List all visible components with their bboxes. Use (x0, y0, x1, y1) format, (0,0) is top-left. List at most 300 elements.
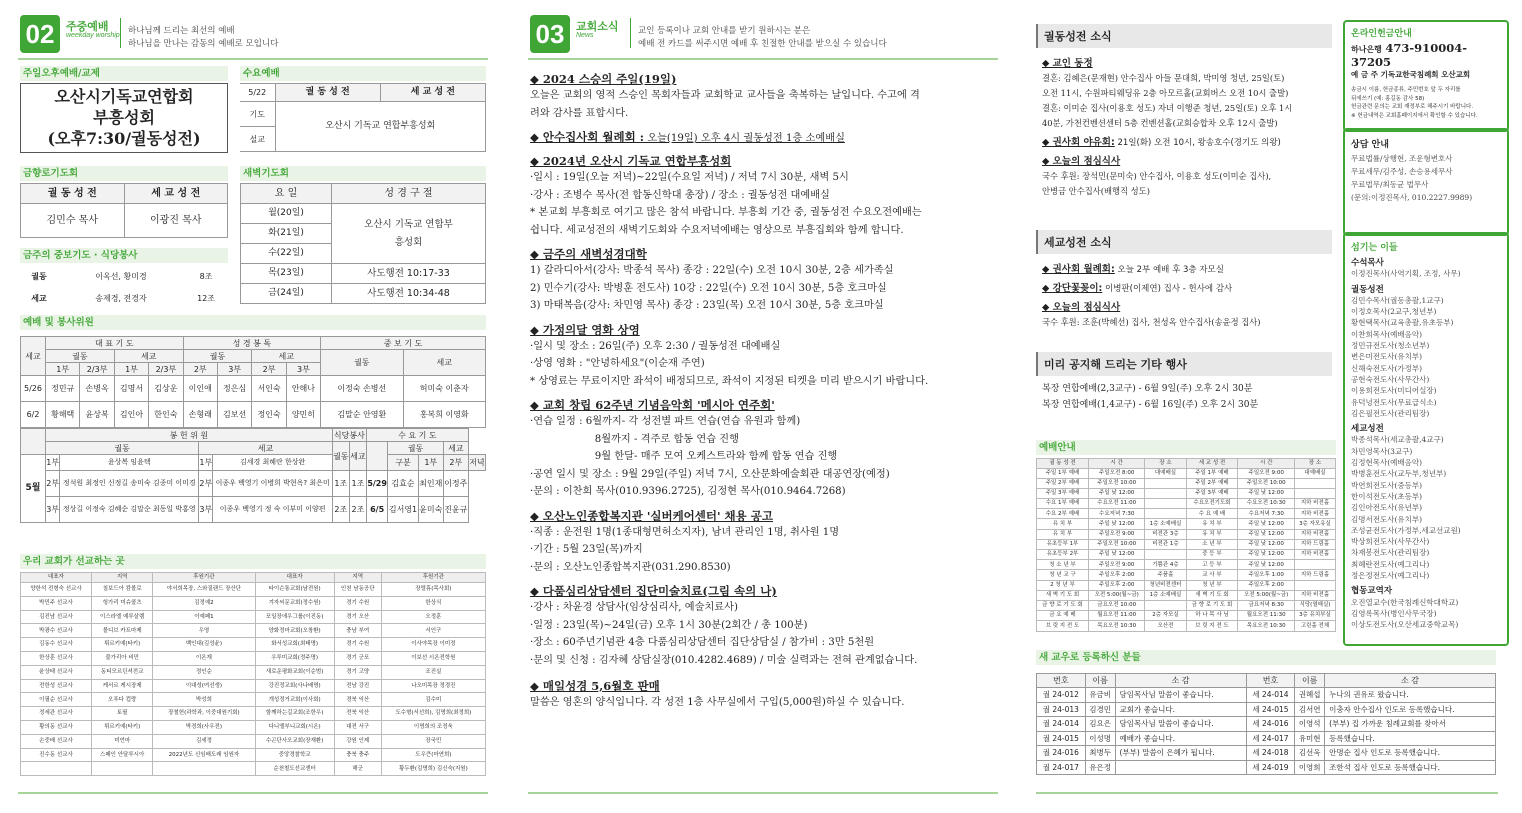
cell: 청 년 교 구 (1037, 570, 1089, 580)
cell: 궐 24-017 (1037, 760, 1086, 775)
table-row (21, 720, 486, 734)
cell: 안명순 집사 인도로 등록했습니다. (1325, 746, 1496, 761)
news-heading-title: ◆ 금주의 새벽성경대학 (530, 247, 647, 261)
cell: 오정훈 (381, 610, 485, 624)
cell: 서인숙 (252, 376, 286, 402)
staff-name: 최혜란전도사(예그리나) (1351, 559, 1430, 569)
cell: 장렬휴(목사회) (381, 583, 485, 597)
news-line: ·연습 일정 : 6월까지- 각 성전별 파트 연습(연습 유원과 함께) (530, 416, 801, 427)
cell: 유미현 (1295, 731, 1325, 746)
sunday-pm-section (20, 66, 228, 153)
news-line: ·장소 : 60주년기념관 4층 다품심리상담센터 집단상담실 / 참가비 : 3만 5천원 (530, 637, 875, 648)
cell: 지하 비전홀 (1294, 590, 1335, 600)
news-line: ·기간 : 5월 23일(목)까지 (530, 544, 643, 555)
cell: 헝가리 미슈콜츠 (91, 596, 152, 610)
news-line: ·문의 : 오산노인종합복지관(031.290.8530) (530, 561, 731, 573)
cell: 이사야목장 이미정 (381, 638, 485, 652)
cell: 겨자씨문교회(정수원) (255, 596, 334, 610)
staff-group-title: 수석목사 (1351, 257, 1384, 267)
date: 5/26 (21, 376, 46, 402)
table-row (21, 693, 486, 707)
cell: 강원 인제 (334, 734, 381, 748)
staff-name: 김민수목사(궐동총괄,1교구) (1351, 295, 1444, 305)
page-number-02: 02 (20, 15, 60, 53)
header-divider (630, 18, 631, 48)
col-head: 대표자 (255, 573, 334, 583)
cell: 스페인 안달루시아 (91, 748, 152, 762)
cell: 칠보드아 캄볼로 (91, 583, 152, 597)
header-divider (120, 18, 121, 48)
cell: 수요오전기도회 (1186, 499, 1238, 509)
cell: 정민규 (46, 376, 80, 402)
worship-guide (1036, 440, 1336, 632)
cell: 3층 유치부실 (1294, 611, 1335, 621)
cell: 유초등부 2부 (1037, 550, 1089, 560)
staff-name: 변은미전도사(유치부) (1351, 352, 1423, 362)
cell: 세 24-017 (1246, 731, 1295, 746)
cell: 주일 3부 예배 (1186, 488, 1238, 498)
item-line: 안병금 안수집사(배행직 성도) (1042, 186, 1150, 196)
staff-name: 김명서전도사(유치부) (1351, 514, 1423, 524)
row-label: 기도 (240, 102, 275, 127)
cell: 지하 드림홀 (1294, 570, 1335, 580)
news-line: ·강사 : 조병수 목사(전 합동신학대 총장) / 장소 : 궐동성전 대예배실 (530, 189, 830, 201)
col-head: 세 교 성 전 (1186, 459, 1238, 469)
cell: 청 소 년 부 (1037, 560, 1089, 570)
usher-table (20, 428, 486, 523)
col-head: 시 간 (1088, 459, 1145, 469)
cell: 유 치 부 (1186, 519, 1238, 529)
dawn-table (240, 183, 486, 304)
dawn-section (240, 166, 486, 304)
staff-name: 김은필전도사(관리팀장) (1351, 408, 1430, 418)
section-title: 새벽기도회 (240, 166, 486, 181)
item-heading-title: ◆ 권사회 야유회: (1042, 137, 1115, 148)
service-table (20, 336, 486, 428)
gw: 궐동 (321, 350, 403, 376)
holder-value: 기독교한국침례회 오산교회 (1380, 70, 1471, 79)
cell: 2층 자모실 (1145, 611, 1186, 621)
col-head: 세 교 성 전 (124, 184, 228, 204)
cell: 새로운평화교회(이순범) (255, 665, 334, 679)
cell: 다니엘부니교회(시온) (255, 720, 334, 734)
cell: 주품홀 (1145, 570, 1186, 580)
staff-name: 한이석전도사(초등부) (1351, 491, 1423, 501)
cell: 허미숙 이춘자 (403, 376, 486, 402)
page-02-section-title: 주중예배 (66, 21, 109, 33)
h-cafe: 식당봉사 (333, 430, 365, 440)
cell: 도우큰(마연희) (381, 748, 485, 762)
cell: 이예페1 (153, 610, 255, 624)
cell: 김인아 (114, 402, 148, 428)
cell: 김말순 안영환 (321, 402, 403, 428)
cell: 기쁨관 4층 (1145, 560, 1186, 570)
news-line: * 본교회 부흥회로 여기고 많은 참석 바랍니다. 부흥회 기간 중, 궐동성전 수요오전예배는 (530, 207, 922, 218)
cell: 충남 부여 (334, 624, 381, 638)
section-title: 주일오후예배/교제 (20, 66, 228, 81)
box-title: 궐동성전 소식 (1036, 24, 1332, 48)
news-heading (530, 679, 995, 694)
news-line: 9월 한달- 매주 모여 오케스트라와 함께 합동 연습 진행 (530, 451, 838, 462)
cell: 정은심 (217, 376, 251, 402)
cell: 나오미목장 정경진 (381, 679, 485, 693)
cell: 금요오전 10:00 (1088, 600, 1145, 610)
cell: 월요오전 11:00 (1088, 611, 1145, 621)
cell: 새 벽 기 도 회 (1037, 590, 1089, 600)
page-number-03: 03 (530, 15, 570, 53)
item-heading (1042, 282, 1326, 296)
bank-name: 하나은행 (1351, 45, 1382, 54)
holder-line (1351, 69, 1501, 80)
cell: 2조 (349, 497, 366, 523)
dawn-merged: 오산시 기독교 연합부흥성회 (332, 204, 486, 264)
cell: 불가리아 비민 (91, 651, 152, 665)
sg: 세교 (349, 442, 366, 471)
cell: 지하 드림홀 (1294, 539, 1335, 549)
cell: 몰디브 카트마제 (91, 624, 152, 638)
cell: 토필 (91, 707, 152, 721)
wed-table (240, 83, 486, 152)
cell: 경기 수원 (334, 638, 381, 652)
cell: 경기 고양 (334, 665, 381, 679)
cell: 김동수 선교사 (21, 638, 92, 652)
staff-name: 차재봉전도사(관리팀장) (1351, 548, 1430, 558)
cell (1294, 478, 1335, 488)
cell: 타이슨통교회(남전원) (255, 583, 334, 597)
news-heading-title: ◆ 다품심리상담센터 집단미술치료(그림 속의 나) (530, 584, 777, 598)
staff-name: 이상도전도사(오산세교중학교목) (1351, 620, 1459, 630)
cell: 고린홀 전체 (1294, 621, 1335, 631)
cell (1145, 509, 1186, 519)
cell: 서인구 (381, 624, 485, 638)
sg-news (1036, 230, 1332, 334)
cell: 유 치 부 (1037, 519, 1089, 529)
cell: 김경민 (1085, 702, 1115, 717)
cell (153, 762, 255, 776)
cell: 김서영1 (388, 497, 418, 523)
staff-box (1343, 232, 1509, 646)
cell: 소 년 부 (1186, 539, 1238, 549)
note: 뒤에쓰기 (예: 홍길동 감사 58) (1351, 95, 1425, 102)
cell: 경기 수원 (334, 596, 381, 610)
new-members (1036, 650, 1496, 775)
cell (1145, 478, 1186, 488)
sub: 2부 (183, 363, 217, 376)
part: 2부 (46, 471, 60, 497)
news-line: ·일정 : 23일(목)~24일(금) 오후 1시 30분(2회간 / 총 100분) (530, 619, 808, 631)
col-head: 후원기관 (381, 573, 485, 583)
cell: 대예배실 (1294, 468, 1335, 478)
cell: 한상식 (381, 596, 485, 610)
cell: 새 벽 기 도 회 (1186, 590, 1238, 600)
cell: 황해택 (46, 402, 80, 428)
other-lines (1036, 376, 1332, 418)
cell: 브 릿 지 전 도 (1037, 621, 1089, 631)
sub: 구분 (388, 455, 418, 471)
new-members-table (1036, 673, 1496, 775)
news-line: 1) 갈라디아서(강사: 박종석 목사) 종강 : 22일(수) 오전 10시 30분, 2층 세가족실 (530, 265, 894, 276)
guide-table (1036, 458, 1336, 632)
gd-items (1036, 48, 1332, 203)
col-head: 소 감 (1325, 674, 1496, 688)
cell: 세 24-019 (1246, 760, 1295, 775)
cell: 주일 낮 12:00 (1088, 519, 1145, 529)
cell: 수요 1부 예배 (1037, 499, 1089, 509)
cell: 포일장애우그룹(이진동) (255, 610, 334, 624)
cell: 이종우 백영기 이병희 박현옥? 최은미 (213, 471, 332, 497)
table-row (1037, 560, 1336, 570)
cell: 수곤단사오교회(장재환) (255, 734, 334, 748)
news-heading (530, 154, 995, 169)
cell: 3층 자모유실 (1294, 519, 1335, 529)
cell: 손중배 선교사 (21, 734, 92, 748)
cell: 이정숙 손병선 (321, 376, 403, 402)
news-heading (530, 323, 995, 338)
sub: 2/3부 (149, 363, 183, 376)
cell: 김수미 (381, 693, 485, 707)
staff-name: 신해숙전도사(가정부) (1351, 363, 1423, 373)
cell: 이성명 (1085, 731, 1115, 746)
news-line: 3) 마태복음(강사: 차민영 목사) 종강 : 23일(목) 오전 10시 30분, 5층 호크마실 (530, 300, 884, 311)
cell: 진수동 선교사 (21, 748, 92, 762)
news-heading (530, 72, 995, 87)
page-03-section-subtitle: News (576, 32, 594, 39)
h-scr: 성 경 봉 독 (183, 337, 321, 350)
cell: 주일오전 9:00 (1088, 560, 1145, 570)
cell: 케서르 케시장제 (91, 679, 152, 693)
sunday-pm-line3: (오후7:30/궐동성전) (47, 129, 201, 148)
news-heading-title: ◆ 2024년 오산시 기독교 연합부흥성회 (530, 154, 732, 168)
item-line: 결혼: 이미순 집사(이용호 성도) 자녀 이행준 청년, 25일(토) 오후 1시 (1042, 103, 1293, 113)
col-head: 소 감 (1115, 674, 1246, 688)
news-line: ·문의 : 이찬희 목사(010.9396.2725), 김정현 목사(010.9464.7268) (530, 486, 846, 497)
page-03-top-rule (528, 58, 998, 60)
cell: 윤상복 (80, 402, 114, 428)
cell: 주일 낮 12:00 (1088, 550, 1145, 560)
cell: 김보선 (217, 402, 251, 428)
staff-name: 박상희전도사(사무간사) (1351, 537, 1430, 547)
cell: 이필순 선교사 (21, 693, 92, 707)
item-heading-tail: 오늘 2부 예배 후 3층 자모실 (1114, 265, 1224, 275)
date: 6/2 (21, 402, 46, 428)
other-events (1036, 352, 1332, 418)
news-column (530, 62, 995, 712)
cell: 궐 24-015 (1037, 731, 1086, 746)
page-03-bottom-rule (528, 792, 998, 794)
cell: 함께하는길교회(조한우) (255, 707, 334, 721)
table-row (21, 624, 486, 638)
cell: 김진남 선교사 (21, 610, 92, 624)
staff-name: 박연희전도사(중등부) (1351, 480, 1423, 490)
cell: 주일오후 2:00 (1088, 570, 1145, 580)
page-03-section-title: 교회소식 (576, 21, 619, 33)
cell: 정세관 선교사 (21, 707, 92, 721)
cell: 금 요 예 배 (1037, 611, 1089, 621)
news-line: ·일시 및 장소 : 26일(주) 오후 2:30 / 궐동성전 대예배실 (530, 340, 781, 352)
news-line: 말씀은 영혼의 양식입니다. 각 성전 1층 사무실에서 구입(5,000원)하실 수 있습니다. (530, 697, 905, 708)
cell: 전한성 선교사 (21, 679, 92, 693)
page-02-desc-2: 하나님을 만나는 감동의 예배로 모입니다 (128, 39, 279, 49)
page-03-desc-1: 교인 등록이나 교회 안내를 받기 원하시는 분은 (638, 26, 811, 36)
cell: 등록했습니다. (1325, 731, 1496, 746)
news-heading (530, 130, 995, 146)
cell: 윤상복 임윤택 (60, 455, 199, 471)
cell: 주일오전 8:00 (1088, 468, 1145, 478)
holder-label: 예 금 주 (1351, 70, 1378, 79)
table-row (21, 651, 486, 665)
cell: 주일오후 1:00 (1238, 570, 1295, 580)
cell: 이대성(여선생) (153, 679, 255, 693)
day: 월(20일) (241, 204, 332, 224)
cell: 5/29 (366, 471, 387, 497)
table-row (21, 596, 486, 610)
cell: 주일 낮 12:00 (1238, 539, 1295, 549)
item-line: 국수 후원: 장석민(문미숙) 안수집사, 이용호 성도(이미순 집사), (1042, 171, 1272, 181)
cell: (부부) 말씀이 은혜가 됩니다. (1115, 746, 1246, 761)
h-rep: 대 표 기 도 (46, 337, 184, 350)
cell: 주일오전 9:00 (1088, 529, 1145, 539)
cell: 오산전 (1145, 621, 1186, 631)
gw: 궐동 (332, 442, 349, 471)
table-row (1037, 488, 1336, 498)
cell: 주일 2부 예배 (1186, 478, 1238, 488)
cell: 주일 낮 12:00 (1238, 560, 1295, 570)
item-line: 40분, 가천컨벤션센터 5층 컨벤션홀(교회승합차 오후 12시 출발) (1042, 118, 1278, 128)
cell: 이정주 (443, 471, 468, 497)
col-head: 후원기관 (153, 573, 255, 583)
staff-list (1351, 257, 1501, 631)
h-usher: 봉 헌 위 원 (46, 429, 333, 442)
staff-name: 김인아전도사(유년부) (1351, 503, 1423, 513)
sunday-pm-line2: 부흥성회 (93, 108, 155, 127)
item-heading-title: ◆ 교인 동정 (1042, 58, 1093, 69)
cell: 김세경 최혜란 한상완 (213, 455, 332, 471)
table-row (1037, 600, 1336, 610)
staff-name: 박병훈전도사(교두부,청년부) (1351, 469, 1447, 479)
staff-name: 공현숙전도사(사무간사) (1351, 374, 1430, 384)
account-number: 473-910004-37205 (1351, 41, 1467, 69)
table-row (1037, 580, 1336, 590)
col-head: 이름 (1085, 674, 1115, 688)
staff-name: 이찬희목사(예배음악) (1351, 329, 1423, 339)
online-offering-box (1343, 20, 1509, 132)
cell: 이인애 (183, 376, 217, 402)
cell: 김상운 (149, 376, 183, 402)
part: 1부 (46, 455, 60, 471)
cell: 유은정 (1085, 760, 1115, 775)
table-row (1037, 539, 1336, 549)
sub: 3부 (217, 363, 251, 376)
col-head: 번호 (1246, 674, 1295, 688)
news-line: ·직종 : 운전원 1명(1종대형면허소지자), 남녀 관리인 1명, 취사원 1명 (530, 526, 840, 538)
cell: 이스라엘 예루살렘 (91, 610, 152, 624)
place: 궐동 (31, 271, 47, 281)
part: 3부 (46, 497, 60, 523)
news-heading (530, 584, 995, 599)
cell: 1조 (349, 471, 366, 497)
cell: 강진정교회(사나배명) (255, 679, 334, 693)
cell: 이충자 안수집사 인도로 등록했습니다. (1325, 702, 1496, 717)
cell: 세 24-016 (1246, 717, 1295, 732)
page-03-desc-2: 예배 전 카드를 써주시면 예배 후 친절한 안내를 받으실 수 있습니다 (638, 39, 887, 49)
other-line: 복장 연합예배(1,4교구) - 6월 16일(주) 오후 2시 30분 (1042, 400, 1259, 410)
cell: 이명희의 조정욱 (381, 720, 485, 734)
col-head: 대표자 (21, 573, 92, 583)
item-line: 결혼: 김혜은(문재현) 안수집사 아들 문대희, 박미영 청년, 25일(토) (1042, 73, 1285, 83)
cell: 궐 24-016 (1037, 746, 1086, 761)
staff-name: 오진열교수(한국침례신학대학교) (1351, 597, 1459, 607)
day: 금(24일) (241, 284, 332, 304)
cell: 유금비 (1085, 688, 1115, 703)
cell: 금요저녁 8:30 (1238, 600, 1295, 610)
sg: 세교 (403, 350, 486, 376)
cell: 수요오전 11:00 (1088, 499, 1145, 509)
staff-name: 이용희전도사(미디어실장) (1351, 386, 1437, 396)
fri-section (20, 166, 228, 238)
line: 무료법무/최동균 법무사 (1351, 180, 1429, 189)
item-heading-title: ◆ 오늘의 점심식사 (1042, 156, 1121, 167)
col-head: 궐 동 성 전 (21, 184, 125, 204)
cell: 해군 (334, 762, 381, 776)
part: 3부 (199, 497, 213, 523)
cell: 전북 익산 (334, 707, 381, 721)
news-line: ·강사 : 차윤경 상담사(임상심리사, 예술치료사) (530, 602, 738, 613)
cell: 브 릿 지 전 도 (1186, 621, 1238, 631)
cell: 전남 강진 (334, 679, 381, 693)
cell: 도수형(서선희), 김명희(최정희) (381, 707, 485, 721)
cell: 주일오전 10:00 (1088, 478, 1145, 488)
cell: 주일 2부 예배 (1037, 478, 1089, 488)
note: ※ 헌금내역은 교회홈페이지에서 확인할 수 있습니다. (1351, 112, 1478, 119)
cell: 홍복희 이영화 (403, 402, 486, 428)
sub: 저녁 (468, 455, 485, 471)
news-line: ·상영 영화 : "안녕하세요"(이순재 주연) (530, 358, 705, 369)
place: 세교 (31, 293, 47, 303)
cell: 김세정 (153, 734, 255, 748)
cell: 진윤규 (443, 497, 468, 523)
cell: 박광수 선교사 (21, 624, 92, 638)
col-head: 세 교 성 전 (380, 84, 485, 102)
cell: 장철헌(과학과, 이중대원기회) (153, 707, 255, 721)
cell: 오푸다 컵랑 (91, 693, 152, 707)
cell: 주일오후 2:00 (1088, 580, 1145, 590)
cell: 궐 24-013 (1037, 702, 1086, 717)
cell: 손병옥 (80, 376, 114, 402)
verse: 사도행전 10:34-48 (332, 284, 486, 304)
col-head: 시 간 (1238, 459, 1295, 469)
cell: 윤미숙 (418, 497, 443, 523)
cell: 중앙경찰학교 (255, 748, 334, 762)
staff-name: 김영록목사(병인사무국장) (1351, 608, 1437, 618)
table-row (1037, 519, 1336, 529)
cell: 수요저녁 7:30 (1088, 509, 1145, 519)
cell: 유 치 부 (1186, 529, 1238, 539)
item-heading (1042, 155, 1326, 169)
table-row (21, 707, 486, 721)
cell: 야서희목장, 스와질랜드 장산단 (153, 583, 255, 597)
table-row (1037, 478, 1336, 488)
cell: 김서연 (1295, 702, 1325, 717)
cell: 김명서 (114, 376, 148, 402)
cell: 오전 5:00(월~금) (1088, 590, 1145, 600)
line: 무료법률/상행현, 조운형변호사 (1351, 154, 1453, 163)
cell (1145, 550, 1186, 560)
news-heading-title: ◆ 2024 스승의 주일(19일) (530, 72, 677, 86)
cell: 주일오전 9:00 (1238, 468, 1295, 478)
intercede-table (20, 265, 228, 309)
news-heading (530, 509, 995, 524)
cell: 비전관 1층 (1145, 539, 1186, 549)
